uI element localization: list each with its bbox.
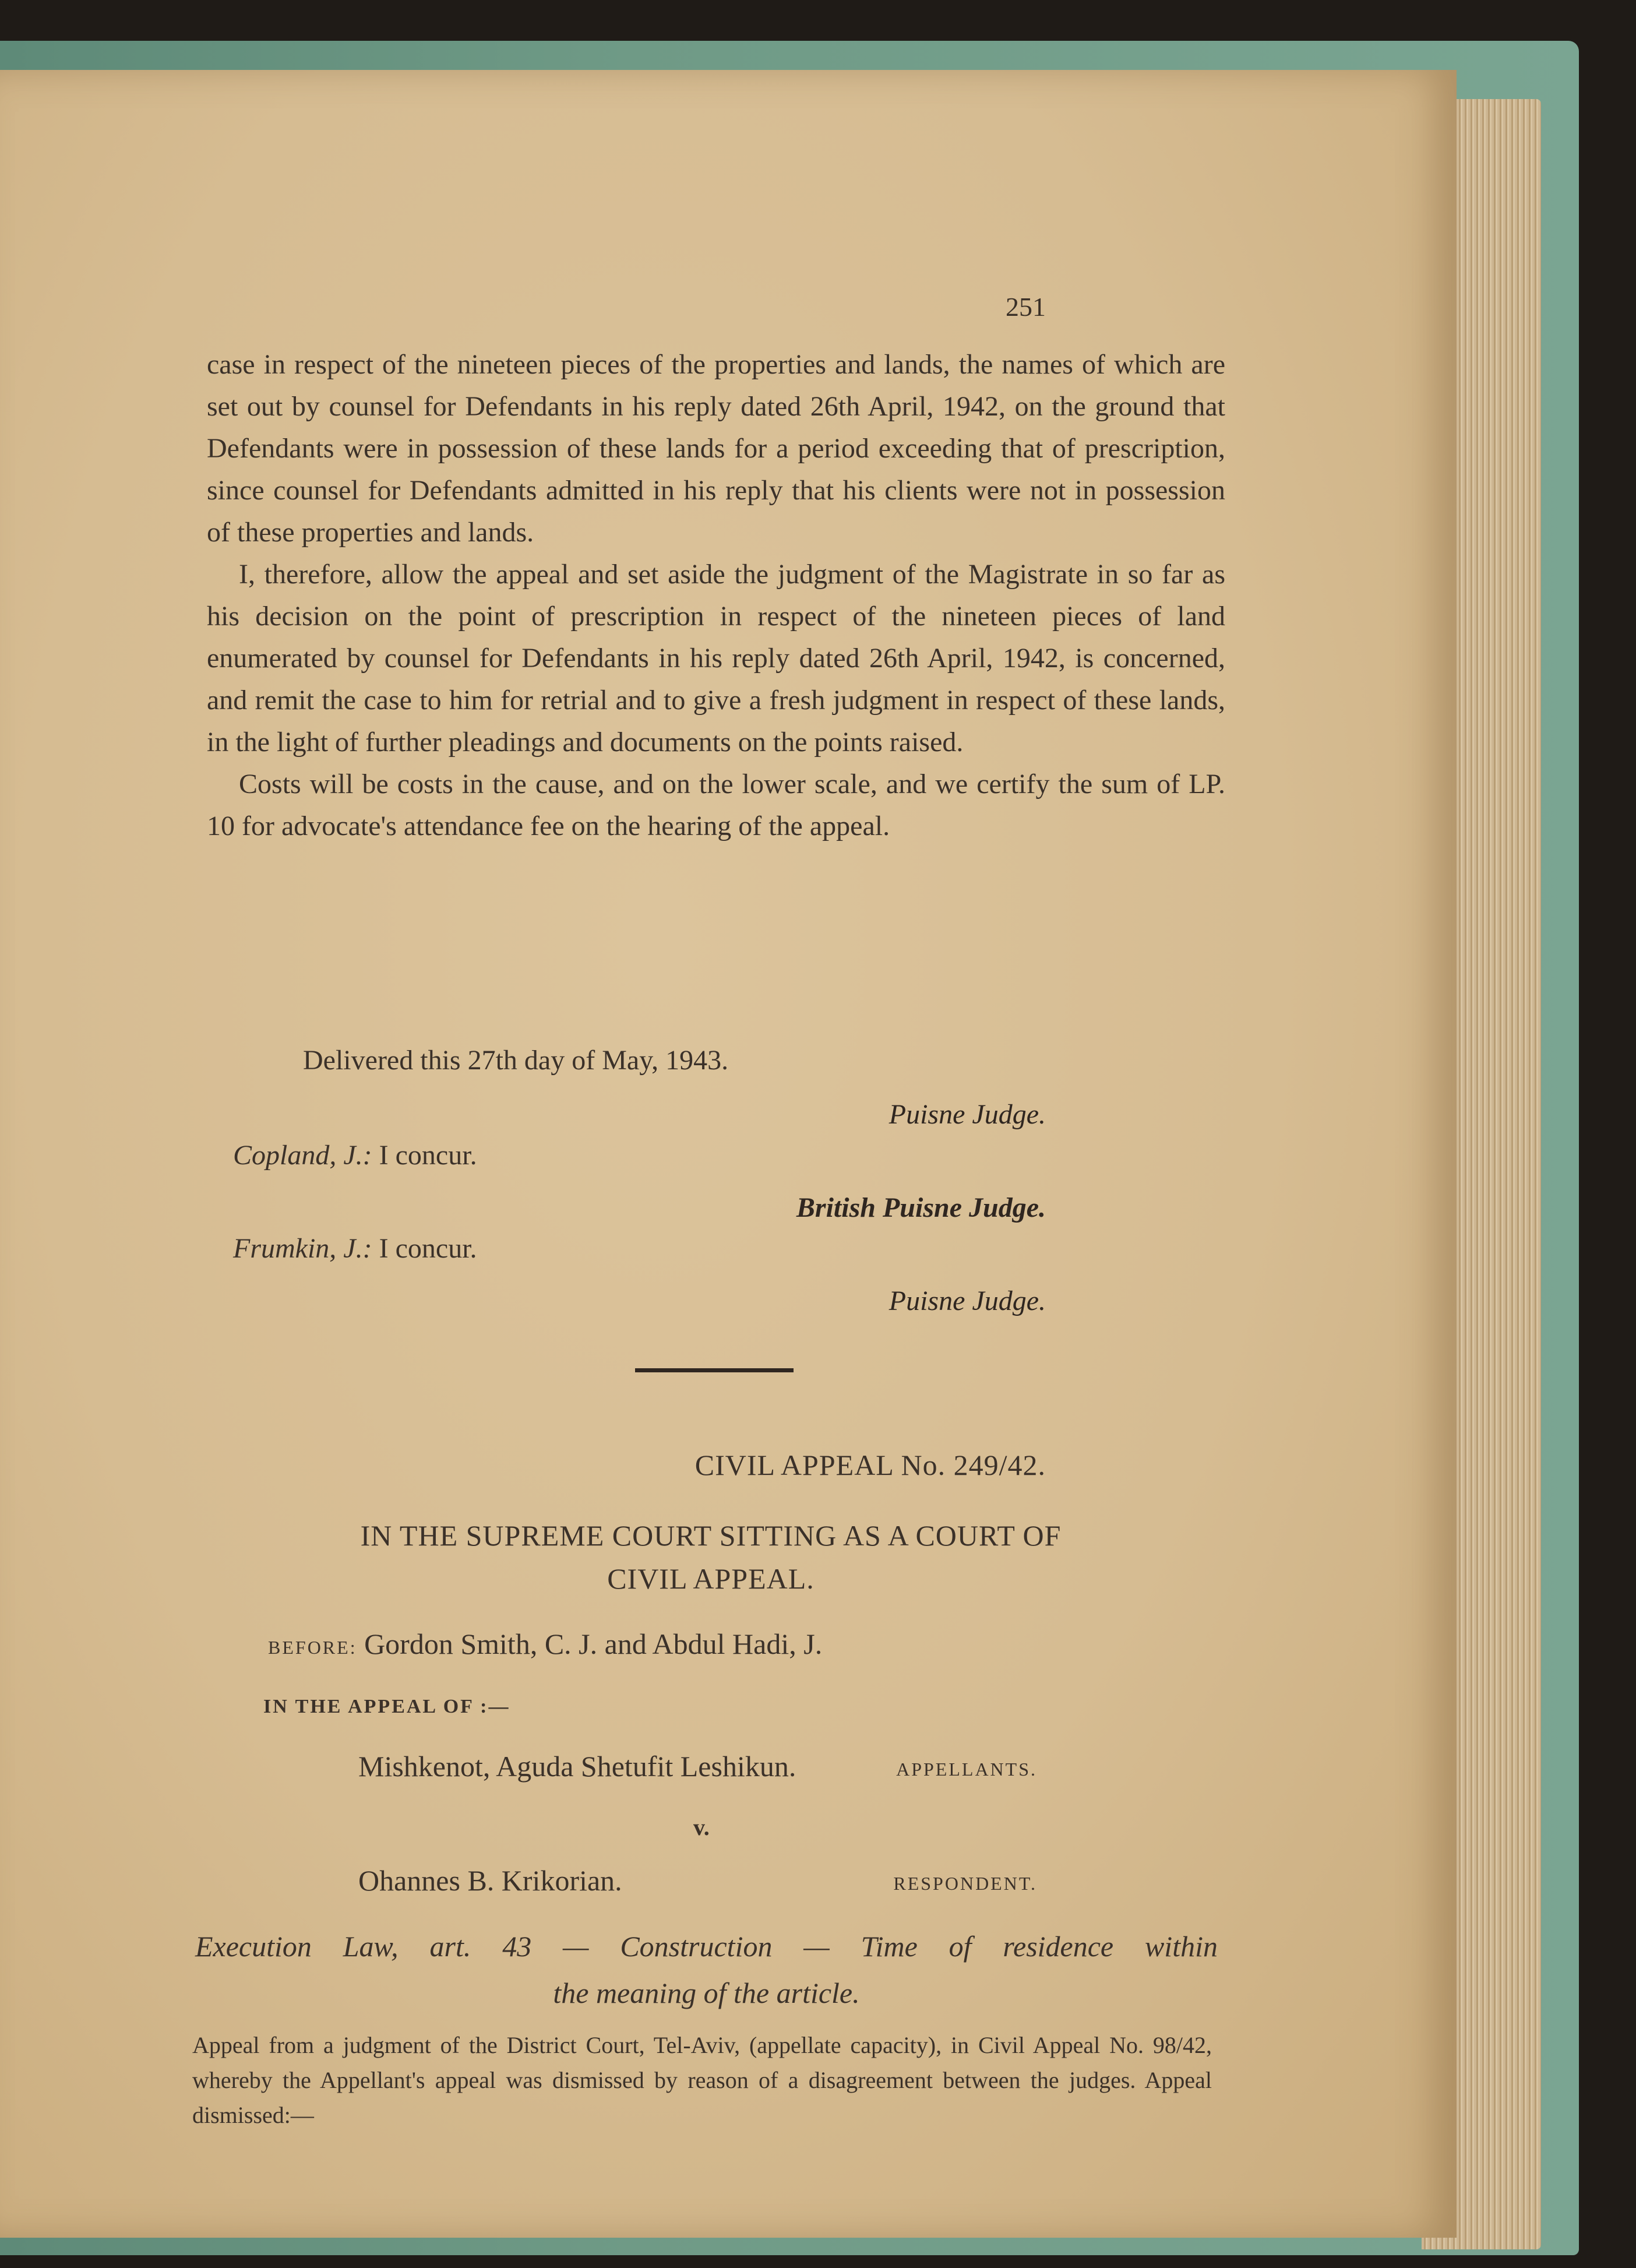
headnote-line-1: Execution Law, art. 43 — Construction — Time of residence within <box>195 1930 1218 1963</box>
before-judges: Gordon Smith, C. J. and Abdul Hadi, J. <box>364 1628 823 1660</box>
headnote-line-2: the meaning of the article. <box>553 1977 860 2009</box>
before-line <box>268 1627 822 1661</box>
court-heading <box>245 1514 1177 1600</box>
body-text <box>207 344 1225 847</box>
paragraph-3: Costs will be costs in the cause, and on the lower scale, and we certify the sum of LP. 10 for advocate's attendance fee on the hearing of the appeal. <box>207 769 1225 841</box>
respondent-name: Ohannes B. Krikorian. <box>358 1864 622 1897</box>
court-heading-line-2: CIVIL APPEAL. <box>607 1562 815 1595</box>
appellant-role: APPELLANTS. <box>896 1759 1037 1780</box>
concur-text: I concur. <box>379 1233 477 1264</box>
section-divider <box>635 1368 794 1372</box>
appellant-name: Mishkenot, Aguda Shetufit Leshikun. <box>358 1750 796 1783</box>
signature-puisne-judge-2: Puisne Judge. <box>888 1286 1046 1316</box>
in-the-appeal-of: IN THE APPEAL OF :— <box>263 1696 510 1717</box>
page-number: 251 <box>1006 292 1046 322</box>
judge-name: Frumkin, J.: <box>233 1233 372 1264</box>
headnote <box>195 1923 1218 2016</box>
delivered-line: Delivered this 27th day of May, 1943. <box>303 1045 729 1076</box>
case-number: CIVIL APPEAL No. 249/42. <box>694 1449 1046 1481</box>
appeal-summary: Appeal from a judgment of the District Court, Tel-Aviv, (appellate capacity), in Civil Appeal No. 98/42, whereby the Appellant's appeal was dismissed by reason of a disagreement between the judges. Appeal dismissed:— <box>192 2032 1212 2128</box>
versus: v. <box>693 1814 710 1840</box>
court-heading-line-1: IN THE SUPREME COURT SITTING AS A COURT OF <box>360 1519 1062 1552</box>
signature-puisne-judge-1: Puisne Judge. <box>888 1099 1046 1130</box>
concurrence-frumkin <box>233 1232 477 1265</box>
respondent-role: RESPONDENT. <box>893 1873 1037 1894</box>
paragraph-2: I, therefore, allow the appeal and set aside the judgment of the Magistrate in so far as his decision on the point of prescription in respect of the nineteen pieces of land enumerated by counsel for Defendants in his reply dated 26th April, 1942, is concerned, and remit the case to him for retrial and to give a fresh judgment in respect of these lands, in the light of further pleadings and documents on the points raised. <box>207 559 1225 758</box>
before-label: BEFORE: <box>268 1637 357 1658</box>
page <box>0 70 1457 2238</box>
concurrence-copland <box>233 1139 477 1171</box>
concur-text: I concur. <box>379 1140 477 1171</box>
judge-name: Copland, J.: <box>233 1140 372 1171</box>
signature-british-puisne-judge: British Puisne Judge. <box>796 1192 1046 1223</box>
paragraph-1: case in respect of the nineteen pieces of the properties and lands, the names of which are set out by counsel for Defendants in his reply dated 26th April, 1942, on the ground that Defendants were in possession of these lands for a period exceeding that of prescription, since counsel for Defendants admitted in his reply that his clients were not in possession of these properties and lands. <box>207 349 1225 548</box>
